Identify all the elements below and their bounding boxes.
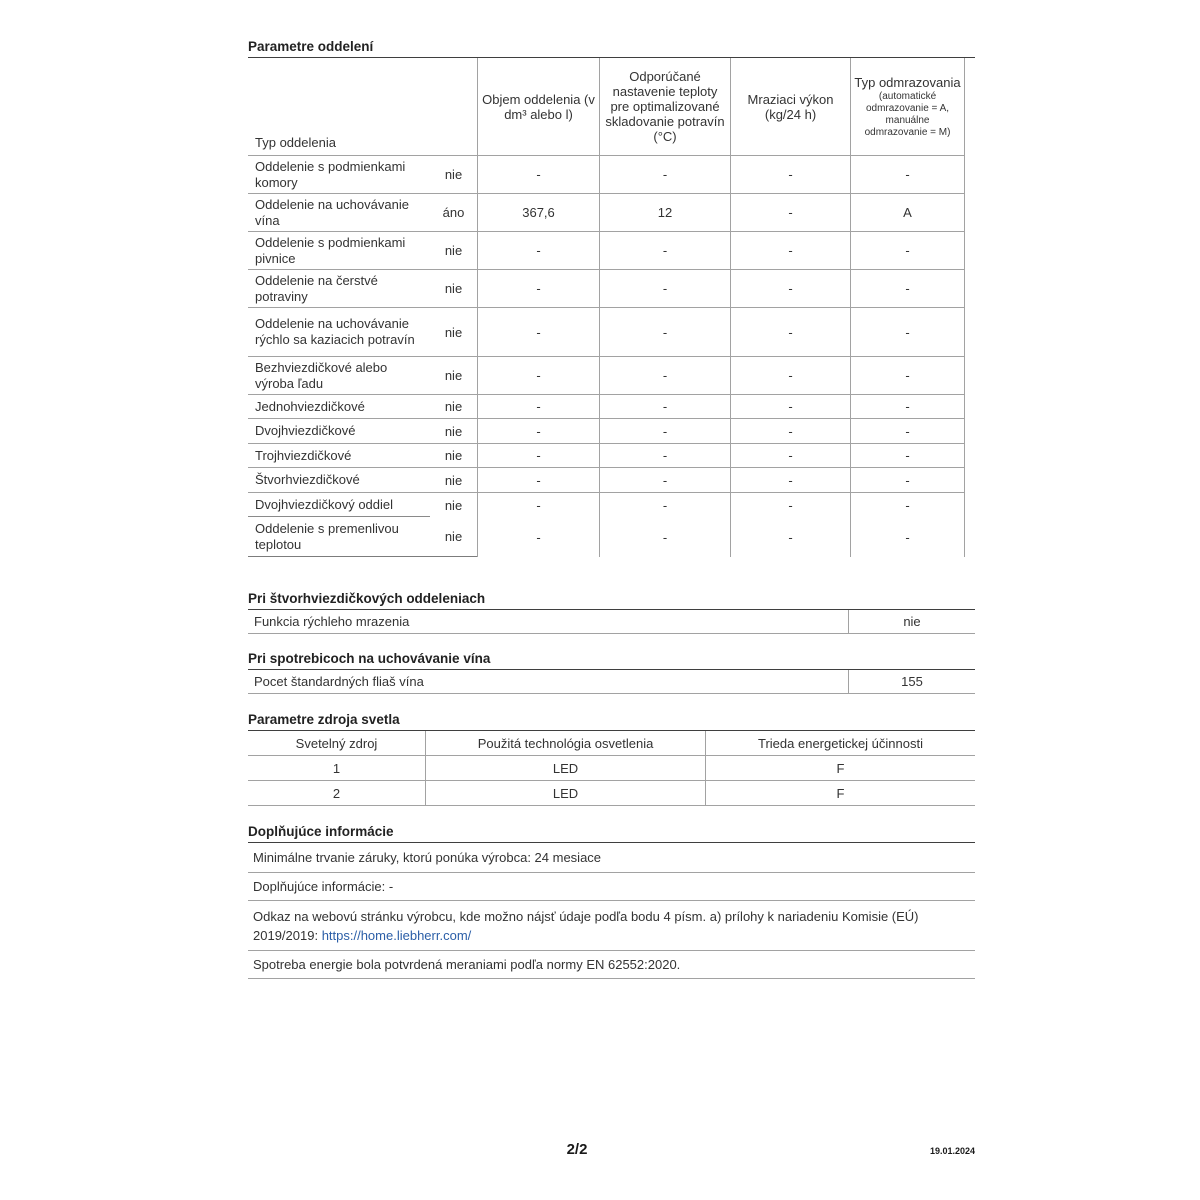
- compartment-volume: -: [477, 156, 599, 194]
- manufacturer-link-row: [248, 901, 975, 951]
- compartment-freezing: -: [730, 270, 850, 308]
- compartment-available: nie: [430, 357, 477, 395]
- document-date: 19.01.2024: [929, 1146, 975, 1156]
- compartment-label: Štvorhviezdičkové: [248, 468, 430, 493]
- compartment-temperature: -: [599, 308, 730, 357]
- table-row: [248, 670, 975, 694]
- table-row: [248, 357, 965, 395]
- energy-standard-text: Spotreba energie bola potvrdená meraniami podľa normy EN 62552:2020.: [253, 957, 681, 972]
- compartment-volume: -: [477, 308, 599, 357]
- wine-table: [248, 670, 975, 694]
- compartment-freezing: -: [730, 357, 850, 395]
- light-source-number: 1: [248, 756, 425, 781]
- column-header-temperature: Odporúčané nastavenie teploty pre optimalizované skladovanie potravín (°C): [599, 58, 730, 156]
- table-row: [248, 308, 965, 357]
- table-row: [248, 781, 975, 806]
- compartment-defrost: -: [850, 395, 965, 419]
- compartment-temperature: -: [599, 270, 730, 308]
- compartment-freezing: -: [730, 468, 850, 493]
- compartment-label: Bezhviezdičkové alebo výroba ľadu: [248, 357, 430, 395]
- column-header-energy-class: Trieda energetickej účinnosti: [705, 731, 975, 756]
- table-row: [248, 610, 975, 634]
- compartment-temperature: -: [599, 493, 730, 517]
- table-row: [248, 194, 965, 232]
- wine-bottles-value: 155: [848, 670, 975, 694]
- compartment-temperature: -: [599, 395, 730, 419]
- fast-freeze-label: Funkcia rýchleho mrazenia: [248, 610, 848, 634]
- light-technology: LED: [425, 756, 705, 781]
- light-energy-class: F: [705, 781, 975, 806]
- compartment-available: nie: [430, 156, 477, 194]
- manufacturer-website-link[interactable]: https://home.liebherr.com/: [321, 928, 472, 943]
- table-row: [248, 232, 965, 270]
- wine-bottles-label: Pocet štandardných fliaš vína: [248, 670, 848, 694]
- table-row: [248, 756, 975, 781]
- compartment-temperature: -: [599, 419, 730, 444]
- compartment-label: Trojhviezdičkové: [248, 444, 430, 468]
- light-energy-class: F: [705, 756, 975, 781]
- compartment-volume: -: [477, 517, 599, 557]
- compartment-defrost: -: [850, 493, 965, 517]
- light-technology: LED: [425, 781, 705, 806]
- light-source-table: [248, 731, 975, 806]
- compartment-defrost: -: [850, 468, 965, 493]
- column-header-type: Typ oddelenia: [248, 58, 477, 156]
- compartment-freezing: -: [730, 308, 850, 357]
- compartment-freezing: -: [730, 156, 850, 194]
- warranty-text: Minimálne trvanie záruky, ktorú ponúka výrobca: 24 mesiace: [253, 850, 602, 865]
- compartment-available: nie: [430, 468, 477, 493]
- compartment-label: Jednohviezdičkové: [248, 395, 430, 419]
- table-row: [248, 517, 965, 557]
- table-row: [248, 419, 965, 444]
- compartment-available: nie: [430, 232, 477, 270]
- defrost-header-main: Typ odmrazovania: [854, 74, 961, 90]
- compartment-temperature: -: [599, 357, 730, 395]
- compartment-defrost: -: [850, 444, 965, 468]
- section-title-light: Parametre zdroja svetla: [248, 713, 975, 731]
- fast-freeze-value: nie: [848, 610, 975, 634]
- compartment-freezing: -: [730, 194, 850, 232]
- compartment-freezing: -: [730, 493, 850, 517]
- light-source-number: 2: [248, 781, 425, 806]
- compartment-defrost: A: [850, 194, 965, 232]
- compartment-volume: -: [477, 419, 599, 444]
- compartment-volume: -: [477, 357, 599, 395]
- section-title-wine: Pri spotrebicoch na uchovávanie vína: [248, 652, 975, 670]
- compartment-label: Oddelenie s podmienkami komory: [248, 156, 430, 194]
- column-header-freezing-capacity: Mraziaci výkon (kg/24 h): [730, 58, 850, 156]
- compartment-available: áno: [430, 194, 477, 232]
- additional-info-row: [248, 873, 975, 901]
- compartment-temperature: -: [599, 468, 730, 493]
- compartment-defrost: -: [850, 419, 965, 444]
- compartment-label: Oddelenie na uchovávanie vína: [248, 194, 430, 232]
- additional-info-text: Doplňujúce informácie: -: [253, 879, 394, 894]
- compartment-freezing: -: [730, 232, 850, 270]
- compartment-label: Oddelenie s podmienkami pivnice: [248, 232, 430, 270]
- compartment-available: nie: [444, 497, 463, 513]
- compartment-label: Dvojhviezdičkový oddiel: [248, 493, 430, 517]
- table-row: [248, 270, 965, 308]
- compartment-volume: -: [477, 395, 599, 419]
- compartment-available: nie: [430, 270, 477, 308]
- compartment-volume: -: [477, 232, 599, 270]
- compartment-volume: -: [477, 468, 599, 493]
- table-row: [248, 156, 965, 194]
- compartments-header-row: [248, 58, 965, 156]
- compartment-label: Oddelenie na uchovávanie rýchlo sa kaziacich potravín: [248, 308, 430, 357]
- compartment-label: Dvojhviezdičkové: [248, 419, 430, 444]
- document-content: [248, 40, 975, 979]
- compartment-available: nie: [430, 444, 477, 468]
- compartment-defrost: -: [850, 270, 965, 308]
- energy-standard-row: [248, 951, 975, 979]
- table-row: [248, 395, 965, 419]
- compartment-label: Oddelenie na čerstvé potraviny: [248, 270, 430, 308]
- warranty-row: [248, 843, 975, 873]
- four-star-table: [248, 610, 975, 634]
- compartment-defrost: -: [850, 232, 965, 270]
- compartment-temperature: -: [599, 156, 730, 194]
- compartment-defrost: -: [850, 156, 965, 194]
- column-header-defrost-type: [850, 58, 965, 156]
- compartment-temperature: 12: [599, 194, 730, 232]
- column-header-volume: Objem oddelenia (v dm³ alebo l): [477, 58, 599, 156]
- manufacturer-link-text: Odkaz na webovú stránku výrobcu, kde možno nájsť údaje podľa bodu 4 písm. a) prílohy k nariadeniu Komisie (EÚ) 2019/2019:: [253, 909, 919, 943]
- compartment-temperature: -: [599, 444, 730, 468]
- table-row: [248, 468, 965, 493]
- page-number: 2/2: [566, 1141, 588, 1158]
- light-header-row: [248, 731, 975, 756]
- table-row: [248, 444, 965, 468]
- compartment-available: nie: [430, 517, 477, 557]
- compartment-volume: -: [477, 444, 599, 468]
- compartment-freezing: -: [730, 419, 850, 444]
- compartment-available: nie: [430, 419, 477, 444]
- compartment-defrost: -: [850, 517, 965, 557]
- compartment-available: nie: [430, 395, 477, 419]
- compartment-temperature: -: [599, 232, 730, 270]
- compartment-freezing: -: [730, 395, 850, 419]
- table-row: [248, 493, 965, 517]
- compartment-freezing: -: [730, 444, 850, 468]
- column-header-light-source: Svetelný zdroj: [248, 731, 425, 756]
- section-title-four-star: Pri štvorhviezdičkových oddeleniach: [248, 592, 975, 610]
- compartment-volume: -: [477, 270, 599, 308]
- column-header-light-technology: Použitá technológia osvetlenia: [425, 731, 705, 756]
- compartment-volume: -: [477, 493, 599, 517]
- compartments-table: [248, 58, 965, 557]
- compartment-label: Oddelenie s premenlivou teplotou: [248, 517, 430, 557]
- section-title-additional: Doplňujúce informácie: [248, 825, 975, 843]
- compartment-freezing: -: [730, 517, 850, 557]
- compartment-available: nie: [430, 308, 477, 357]
- compartment-temperature: -: [599, 517, 730, 557]
- compartment-defrost: -: [850, 308, 965, 357]
- compartment-defrost: -: [850, 357, 965, 395]
- section-title-compartments: Parametre oddelení: [248, 40, 975, 58]
- defrost-header-note: (automatické odmrazovanie = A, manuálne odmrazovanie = M): [864, 90, 951, 138]
- compartment-volume: 367,6: [477, 194, 599, 232]
